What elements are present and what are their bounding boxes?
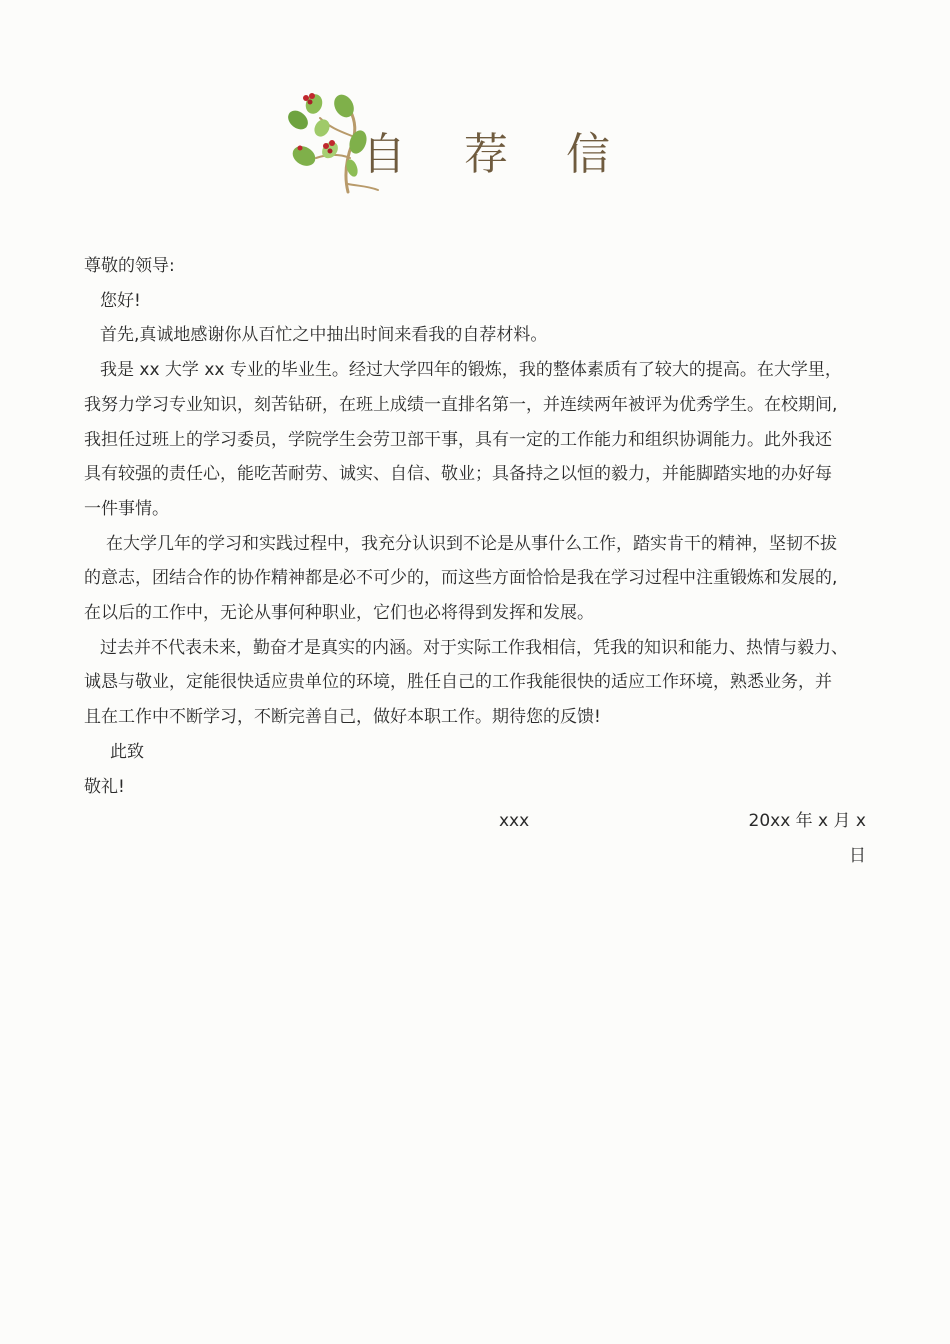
paragraph-line: 在以后的工作中，无论从事何种职业，它们也必将得到发挥和发展。 bbox=[84, 603, 594, 624]
paragraph-line: 过去并不代表未来，勤奋才是真实的内涵。对于实际工作我相信，凭我的知识和能力、热情与毅力、 bbox=[100, 637, 848, 658]
signature-name: xxx bbox=[499, 811, 530, 832]
paragraph-3 bbox=[84, 527, 866, 631]
paragraph-line: 我是 xx 大学 xx 专业的毕业生。经过大学四年的锻炼，我的整体素质有了较大的提高。在大学里， bbox=[100, 360, 842, 381]
salutation: 尊敬的领导: bbox=[84, 256, 175, 276]
paragraph-2 bbox=[84, 353, 866, 527]
paragraph-line: 我担任过班上的学习委员，学院学生会劳卫部干事，具有一定的工作能力和组织协调能力。此外我还 bbox=[84, 429, 832, 450]
paragraph-line: 的意志，团结合作的协作精神都是必不可少的，而这些方面恰恰是我在学习过程中注重锻炼和发展的, bbox=[84, 568, 838, 589]
paragraph-line: 诚恳与敬业，定能很快适应贵单位的环境，胜任自己的工作我能很快的适应工作环境，熟悉业务，并 bbox=[84, 672, 832, 693]
paragraph-1: 首先,真诚地感谢你从百忙之中抽出时间来看我的自荐材料。 bbox=[100, 325, 548, 346]
paragraph-line: 我努力学习专业知识，刻苦钻研，在班上成绩一直排名第一，并连续两年被评为优秀学生。在校期间, bbox=[84, 394, 838, 415]
signature-date: 20xx 年 x 月 x bbox=[748, 811, 866, 832]
greeting: 您好! bbox=[100, 290, 141, 311]
closing: 此致 bbox=[110, 741, 144, 762]
paragraph-line: 在大学几年的学习和实践过程中，我充分认识到不论是从事什么工作，踏实肯干的精神，坚韧不拔 bbox=[106, 533, 837, 554]
paragraph-line: 具有较强的责任心，能吃苦耐劳、诚实、自信、敬业；具备持之以恒的毅力，并能脚踏实地的办好每 bbox=[84, 464, 832, 485]
regards: 敬礼! bbox=[84, 776, 125, 797]
letter-body bbox=[84, 249, 866, 874]
paragraph-line: 且在工作中不断学习，不断完善自己，做好本职工作。期待您的反馈! bbox=[84, 707, 601, 728]
paragraph-line: 一件事情。 bbox=[84, 498, 169, 519]
signature-day: 日 bbox=[849, 845, 866, 866]
paragraph-4 bbox=[84, 631, 866, 735]
page-title: 自 荐 信 bbox=[362, 129, 632, 180]
signature-row bbox=[84, 804, 866, 839]
letter-header bbox=[286, 88, 632, 200]
